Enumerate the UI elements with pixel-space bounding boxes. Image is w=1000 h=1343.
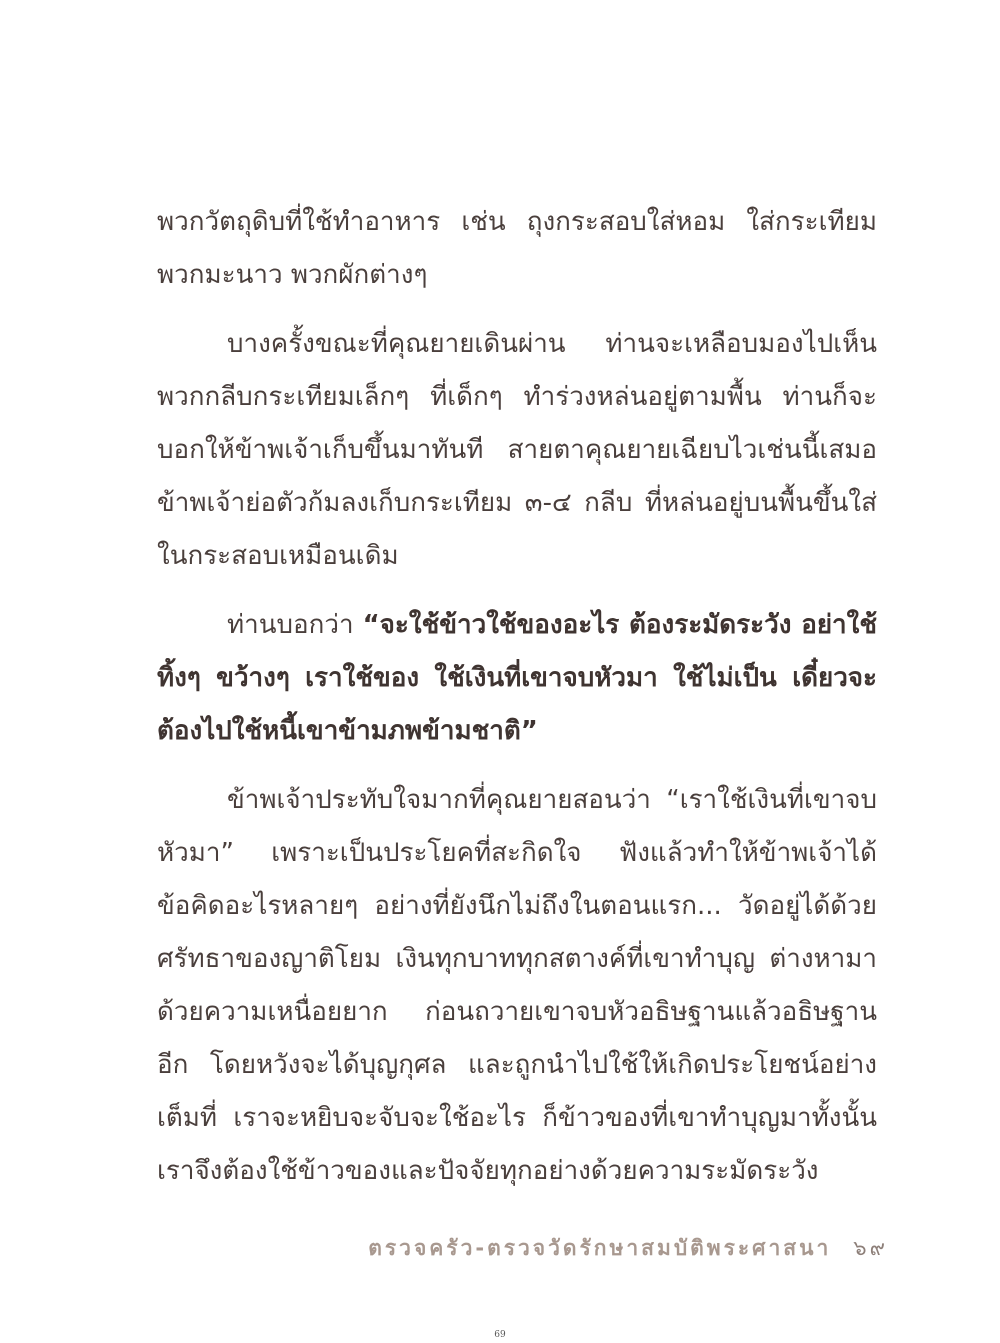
paragraph-2: บางครั้งขณะที่คุณยายเดินผ่าน ท่านจะเหลือบมองไปเห็นพวกกลีบกระเทียมเล็กๆ ที่เด็กๆ ทำร่วงหล่นอยู่ตามพื้น ท่านก็จะบอกให้ข้าพเจ้าเก็บขึ้นมาทันที สายตาคุณยายเฉียบไวเช่นนี้เสมอ ข้าพเจ้าย่อตัวก้มลงเก็บกระเทียม ๓-๔ กลีบ ที่หล่นอยู่บนพื้นขึ้นใส่ในกระสอบเหมือนเดิม: [157, 329, 877, 571]
running-title: ตรวจครัว-ตรวจวัดรักษาสมบัติพระศาสนา: [368, 1236, 832, 1260]
running-footer: [368, 1232, 888, 1265]
paragraph-1: พวกวัตถุดิบที่ใช้ทำอาหาร เช่น ถุงกระสอบใส่หอม ใส่กระเทียม พวกมะนาว พวกผักต่างๆ: [157, 207, 877, 290]
page-number-thai: ๖๙: [853, 1236, 888, 1260]
quote-lead: ท่านบอกว่า: [227, 610, 363, 640]
paragraph-4: ข้าพเจ้าประทับใจมากที่คุณยายสอนว่า “เราใช้เงินที่เขาจบหัวมา” เพราะเป็นประโยคที่สะกิดใจ ฟังแล้วทำให้ข้าพเจ้าได้ข้อคิดอะไรหลายๆ อย่างที่ยังนึกไม่ถึงในตอนแรก... วัดอยู่ได้ด้วยศรัทธาของญาติโยม เงินทุกบาททุกสตางค์ที่เขาทำบุญ ต่างหามาด้วยความเหนื่อยยาก ก่อนถวายเขาจบหัวอธิษฐานแล้วอธิษฐานอีก โดยหวังจะได้บุญกุศล และถูกนำไปใช้ให้เกิดประโยชน์อย่างเต็มที่ เราจะหยิบจะจับจะใช้อะไร ก็ข้าวของที่เขาทำบุญมาทั้งนั้น เราจึงต้องใช้ข้าวของและปัจจัยทุกอย่างด้วยความระมัดระวัง: [157, 785, 877, 1186]
folio-number: 69: [494, 1330, 506, 1340]
bold-quote: “จะใช้ข้าวใช้ของอะไร ต้องระมัดระวัง อย่าใช้ทิ้งๆ ขว้างๆ เราใช้ของ ใช้เงินที่เขาจบหัวมา ใช้ไม่เป็น เดี๋ยวจะต้องไปใช้หนี้เขาข้ามภพข้ามชาติ”: [157, 610, 877, 746]
body-text: [157, 196, 877, 1214]
paragraph-3: [157, 599, 877, 758]
